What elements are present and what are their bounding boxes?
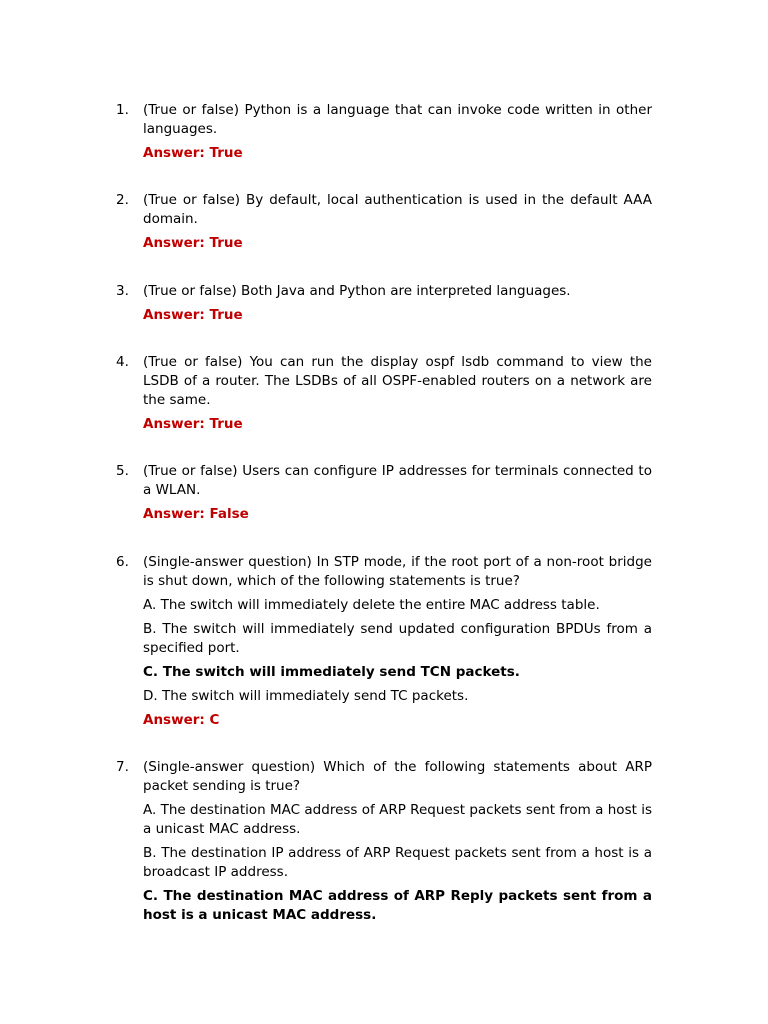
question-6 [116,553,652,730]
option-b: B. The destination IP address of ARP Request packets sent from a host is a broadcast IP address. [143,845,652,880]
question-4 [116,353,652,434]
option-a: A. The switch will immediately delete the entire MAC address table. [143,597,600,613]
option-a: A. The destination MAC address of ARP Request packets sent from a host is a unicast MAC address. [143,802,652,837]
question-3 [116,282,652,325]
question-text: (True or false) Python is a language that can invoke code written in other languages. [143,102,652,137]
question-text: (True or false) Both Java and Python are interpreted languages. [143,283,571,299]
question-1 [116,101,652,163]
option-c-correct: C. The destination MAC address of ARP Reply packets sent from a host is a unicast MAC address. [143,888,652,923]
question-text: (True or false) By default, local authentication is used in the default AAA domain. [143,192,652,227]
question-number: 2. [116,192,129,208]
question-text: (True or false) You can run the display ospf lsdb command to view the LSDB of a router. The LSDBs of all OSPF-enabled routers on a network are the same. [143,354,652,408]
question-7 [116,758,652,930]
answer-label: Answer: True [143,235,243,251]
option-c-correct: C. The switch will immediately send TCN packets. [143,664,520,680]
question-number: 4. [116,354,129,370]
question-number: 3. [116,283,129,299]
question-number: 5. [116,463,129,479]
answer-label: Answer: True [143,145,243,161]
option-b: B. The switch will immediately send updated configuration BPDUs from a specified port. [143,621,652,656]
question-number: 6. [116,554,129,570]
answer-label: Answer: C [143,712,220,728]
question-text: (True or false) Users can configure IP addresses for terminals connected to a WLAN. [143,463,652,498]
answer-label: Answer: False [143,506,249,522]
question-text: (Single-answer question) Which of the following statements about ARP packet sending is true? [143,759,652,794]
question-number: 7. [116,759,129,775]
question-number: 1. [116,102,129,118]
question-2 [116,191,652,253]
question-text: (Single-answer question) In STP mode, if the root port of a non-root bridge is shut down, which of the following statements is true? [143,554,652,589]
answer-label: Answer: True [143,307,243,323]
question-5 [116,462,652,524]
answer-label: Answer: True [143,416,243,432]
option-d: D. The switch will immediately send TC packets. [143,688,469,704]
